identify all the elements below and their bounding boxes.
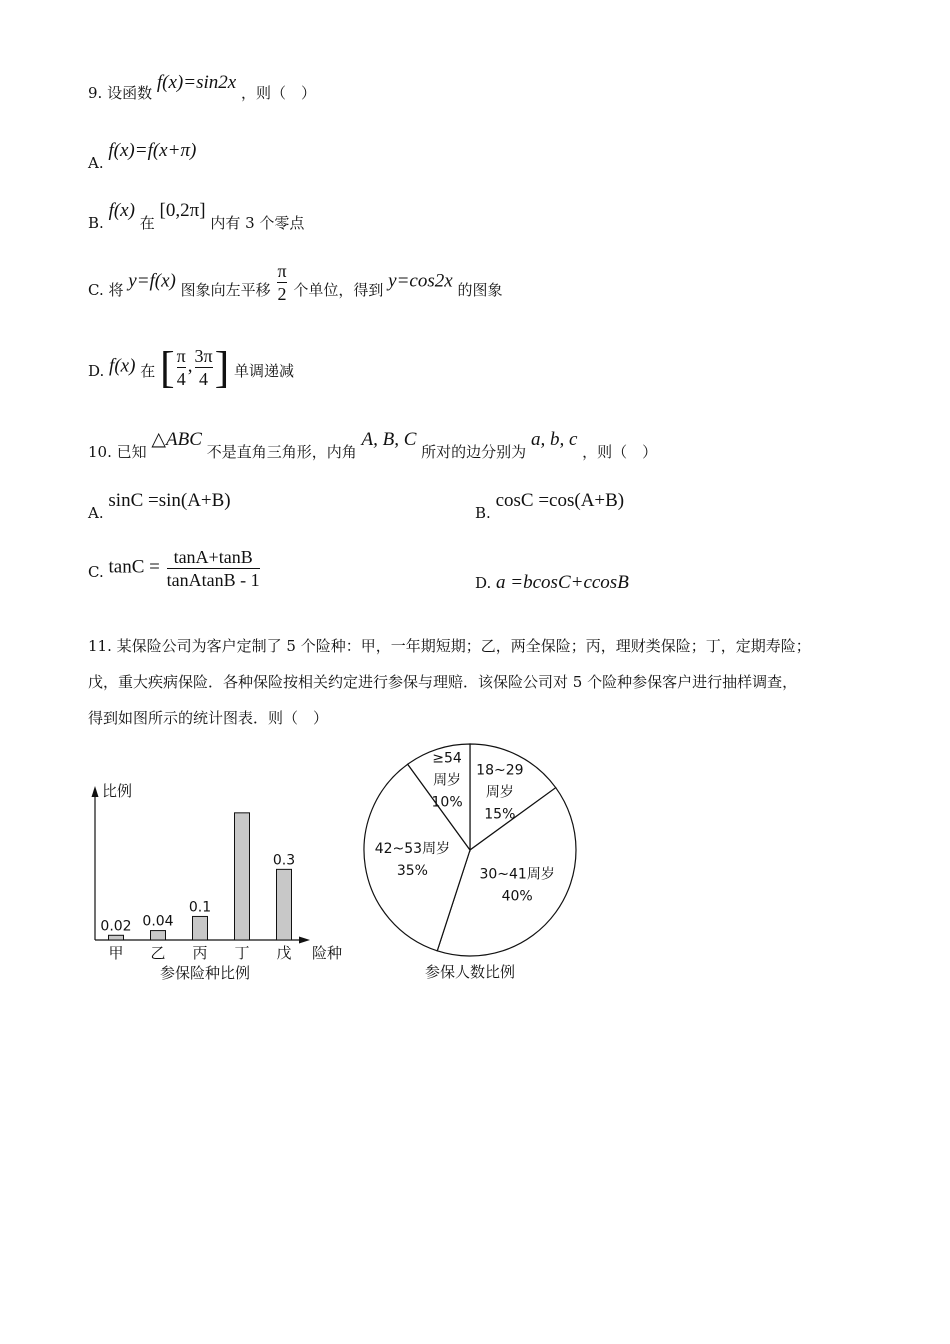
q10-stem-sides: a, b, c [530, 429, 578, 450]
q9-stem-func: f(x)=sin2x [156, 72, 237, 93]
q10-stem-suffix: ，则（ ） [582, 443, 658, 461]
q10-stem-angles: A, B, C [361, 429, 417, 450]
q9-option-b-label: B. [88, 214, 104, 232]
bar-category-label: 丙 [192, 944, 208, 962]
pie-slice-percent: 15% [484, 806, 516, 823]
q9-option-d: D. f(x) 在 [ $\frac{\pi}{4}$ , $\frac{3\pi}{4}$ ] 单调递减 [88, 343, 295, 392]
pie-slice-label: ≥54 [432, 750, 462, 767]
bar-chart [80, 770, 360, 990]
bar-category-label: 甲 [108, 944, 124, 962]
q9-option-c [88, 260, 502, 305]
bar-chart-title: 参保险种比例 [159, 964, 251, 982]
q9-option-a [88, 140, 197, 172]
q9-option-d-math1: f(x) [109, 355, 136, 377]
pie-chart [355, 735, 595, 985]
q10-option-b-math: cosC =cos(A+B) [495, 490, 625, 511]
q11-line3: 得到如图所示的统计图表．则（ ） [88, 709, 329, 727]
q10-stem-prefix: 10. 已知 [88, 443, 147, 461]
q9-option-b [88, 200, 305, 232]
q9-option-d-frac1 [177, 345, 186, 390]
bar-4 [235, 813, 250, 940]
pie-slice-percent: 40% [501, 888, 533, 905]
bar-value-label: 0.02 [100, 918, 132, 935]
q9-stem-prefix: 9. 设函数 [88, 84, 153, 102]
bar-category-label: 丁 [234, 944, 250, 962]
q10-option-a [88, 490, 231, 522]
q10-option-c-fraction [167, 546, 260, 591]
q10-option-c-label: C. [88, 562, 104, 581]
q9-option-a-label: A. [88, 154, 104, 172]
bar-1 [109, 935, 124, 940]
pie-slice-label: 42~53周岁 [374, 841, 451, 858]
q11-line2: 戊，重大疾病保险．各种保险按相关约定进行参保与理赔．该保险公司对 5 个险种参保客户进行抽样调查， [88, 673, 798, 691]
bar-5 [277, 869, 292, 940]
pie-slice-label: 周岁 [485, 784, 514, 801]
q9-stem-suffix: ，则（ ） [240, 84, 316, 102]
q10-option-b [475, 490, 625, 522]
q9-option-c-frac-den: 2 [277, 284, 287, 304]
q9-option-c-math1: y=f(x) [128, 270, 176, 292]
q9-option-c-label: C. 将 [88, 280, 124, 299]
bar-chart-xlabel: 险种 [312, 944, 343, 962]
pie-chart-title: 参保人数比例 [424, 963, 516, 981]
bar-value-label: 0.1 [188, 899, 212, 916]
pie-slice-label: 18~29 [476, 762, 524, 779]
q10-option-b-label: B. [475, 504, 491, 522]
q9-option-b-math1: f(x) [108, 200, 135, 221]
q9-option-d-frac2-num: 3π [194, 346, 213, 366]
q9-option-c-math2: y=cos2x [388, 270, 453, 292]
q9-option-d-frac2-den: 4 [199, 369, 209, 389]
q9-option-d-frac1-num: π [176, 346, 186, 366]
q10-stem [88, 428, 658, 461]
q10-option-d-label: D. [475, 574, 492, 592]
q10-option-a-math: sinC =sin(A+B) [108, 490, 231, 511]
q9-option-a-math: f(x)=f(x+π) [108, 140, 197, 161]
q10-option-a-label: A. [88, 504, 104, 522]
q10-option-c-lhs: tanC = [108, 556, 160, 578]
q11-line1: 11. 某保险公司为客户定制了 5 个险种：甲，一年期短期；乙，两全保险；丙，理财类保险；丁，定期寿险； [88, 637, 811, 655]
bar-value-label: 0.3 [272, 852, 296, 869]
bar-3 [193, 916, 208, 940]
q9-option-c-text3: 的图象 [457, 280, 503, 299]
q10-stem-text1: 不是直角三角形，内角 [206, 443, 357, 461]
pie-slice-label: 30~41周岁 [479, 866, 555, 883]
bar-chart-ylabel: 比例 [102, 782, 133, 800]
q10-stem-triangle: △ABC [151, 429, 202, 450]
q9-option-c-frac-num: π [277, 261, 287, 281]
q10-option-c-num: tanA+tanB [173, 547, 253, 567]
q9-option-b-interval: [0,2π] [159, 200, 206, 221]
bar-value-label: 0.04 [142, 913, 174, 930]
q10-option-d-math: a =bcosC+ccosB [496, 572, 629, 593]
q10-option-c-den: tanAtanB - 1 [166, 570, 260, 590]
bar-2 [151, 931, 166, 940]
q10-option-c [88, 546, 262, 591]
q10-stem-text2: 所对的边分别为 [421, 443, 527, 461]
q9-option-b-text2: 内有 3 个零点 [210, 214, 305, 232]
q11-stem [88, 628, 888, 736]
q9-option-d-frac2 [195, 345, 213, 390]
bar-category-label: 乙 [150, 944, 166, 962]
q9-option-c-fraction [277, 260, 286, 305]
pie-slice-percent: 35% [396, 863, 428, 880]
q9-option-d-frac1-den: 4 [176, 369, 186, 389]
q9-option-d-label: D. [88, 361, 105, 380]
q10-option-d [475, 572, 629, 594]
pie-slice-label: 周岁 [433, 772, 462, 789]
bar-category-label: 戊 [276, 944, 292, 962]
q9-option-c-text2: 个单位，得到 [293, 280, 384, 299]
q9-option-b-text1: 在 [139, 214, 155, 232]
q9-option-d-text1: 在 [140, 361, 156, 380]
q9-option-d-text2: 单调递减 [234, 361, 295, 380]
q9-option-c-text1: 图象向左平移 [180, 280, 271, 299]
pie-slice-percent: 10% [431, 794, 463, 811]
q9-stem [88, 72, 316, 104]
